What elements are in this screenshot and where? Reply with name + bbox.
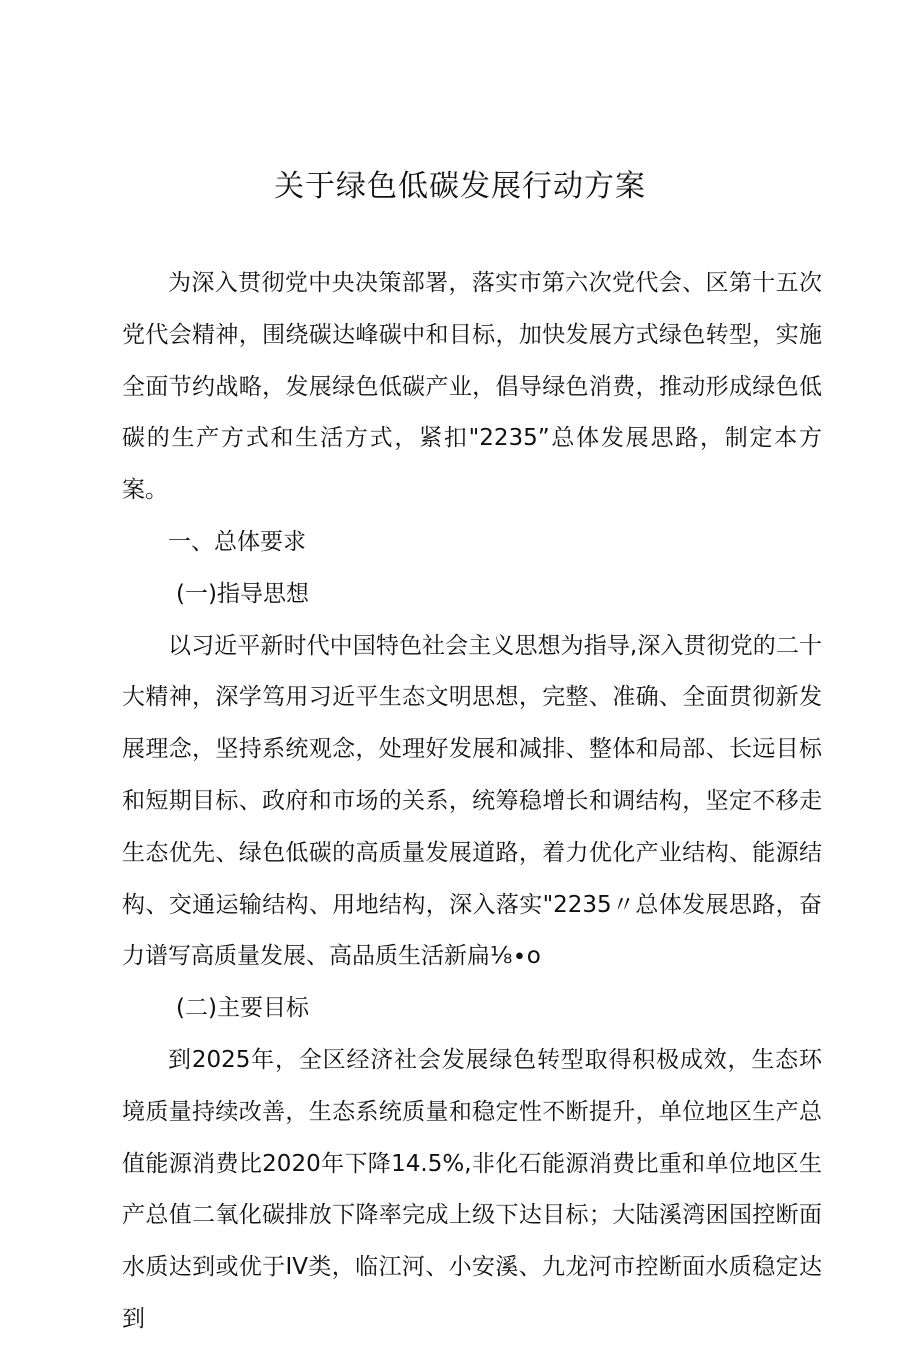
subsection-heading-guiding-ideology: (一)指导思想 <box>176 580 309 607</box>
main-goals-paragraph: 到2025年，全区经济社会发展绿色转型取得积极成效，生态环境质量持续改善，生态系统质量和稳定性不断提升，单位地区生产总值能源消费比2020年下降14.5%,非化石能源消费比重和单位地区生产总值二氧化碳排放下降率完成上级下达目标；大陆溪湾困国控断面水质达到或优于IV类，临江河、小安溪、九龙河市控断面水质稳定达到 <box>122 1046 822 1332</box>
section-heading-general-requirements: 一、总体要求 <box>168 528 306 555</box>
document-body <box>122 258 822 1346</box>
subsection-heading-main-goals: (二)主要目标 <box>176 995 309 1022</box>
intro-paragraph: 为深入贯彻党中央决策部署，落实市第六次党代会、区第十五次党代会精神，围绕碳达峰碳中和目标，加快发展方式绿色转型，实施全面节约战略，发展绿色低碳产业，倡导绿色消费，推动形成绿色低碳的生产方式和生活方式，紧扣"2235”总体发展思路，制定本方案。 <box>122 270 822 504</box>
guiding-ideology-paragraph: 以习近平新时代中国特色社会主义思想为指导,深入贯彻党的二十大精神，深学笃用习近平生态文明思想，完整、准确、全面贯彻新发展理念，坚持系统观念，处理好发展和减排、整体和局部、长远目标和短期目标、政府和市场的关系，统筹稳增长和调结构，坚定不移走生态优先、绿色低碳的高质量发展道路，着力优化产业结构、能源结构、交通运输结构、用地结构，深入落实"2235〃总体发展思路，奋力谱写高质量发展、高品质生活新扁⅛∙o <box>122 632 822 970</box>
document-title: 关于绿色低碳发展行动方案 <box>274 169 646 204</box>
